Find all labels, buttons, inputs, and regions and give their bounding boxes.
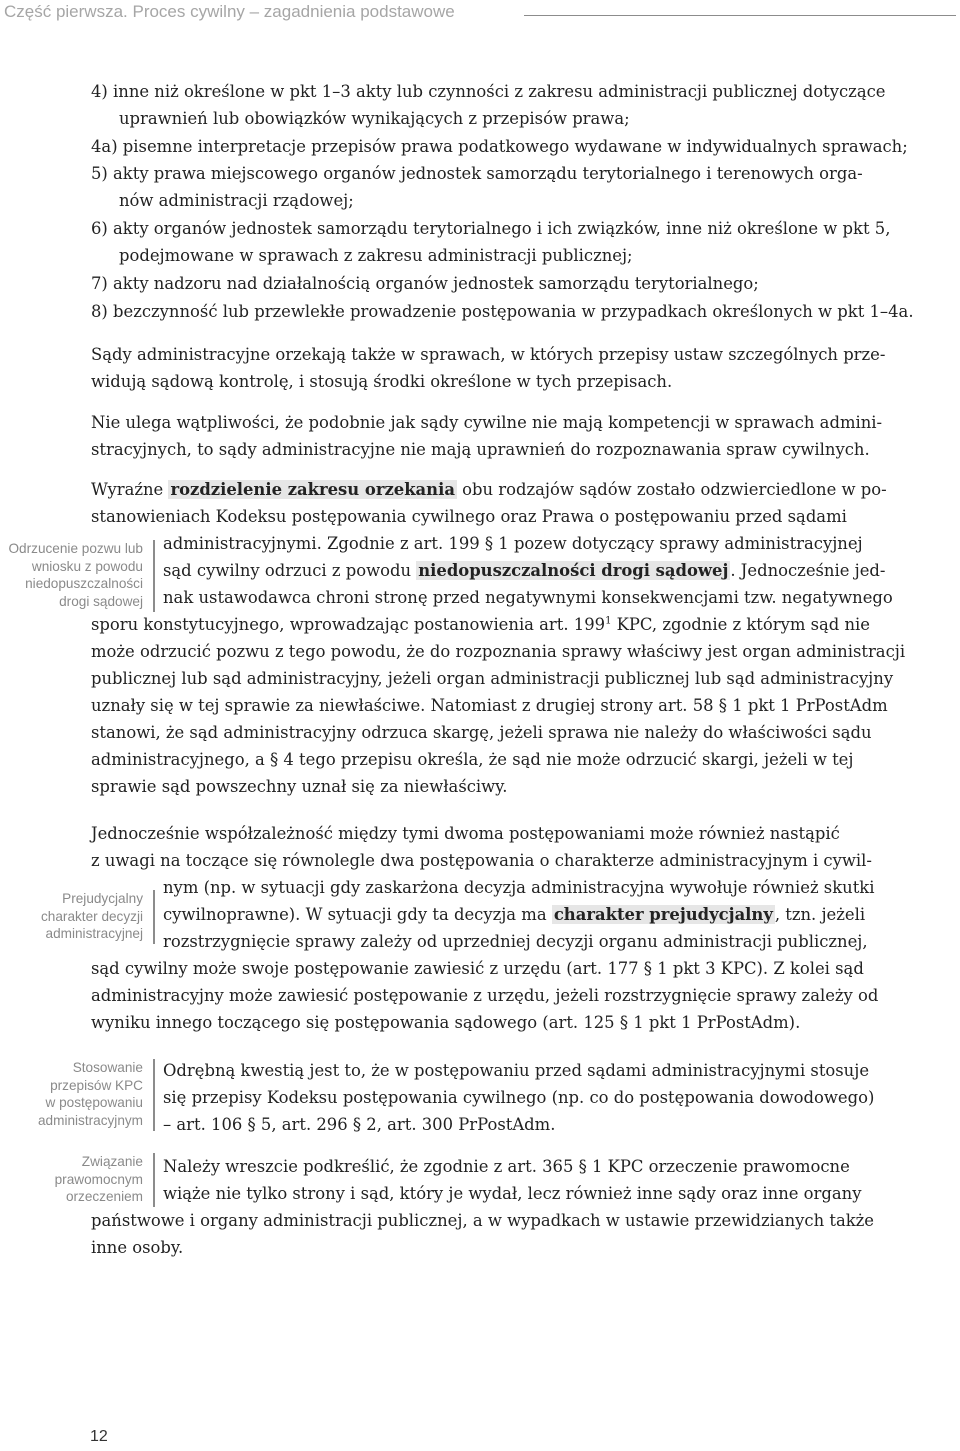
paragraph-2-line-1: Nie ulega wątpliwości, że podobnie jak sądy cywilne nie mają kompetencji w sprawach admini- — [91, 413, 883, 432]
paragraph-3 — [91, 476, 955, 800]
list-item-4a — [91, 133, 955, 160]
margin-note-3-bar — [153, 1059, 155, 1131]
header-rule — [524, 15, 956, 16]
paragraph-3-text: sporu konstytucyjnego, wprowadzając postanowienia art. 199 — [91, 615, 606, 634]
margin-note-line: orzeczeniem — [65, 1189, 143, 1204]
paragraph-4-line-4 — [91, 901, 955, 928]
paragraph-3-text: . Jednocześnie jed- — [730, 561, 886, 580]
paragraph-3-text: Wyraźne — [91, 480, 169, 499]
paragraph-5-line-1: Odrębną kwestią jest to, że w postępowaniu przed sądami administracyjnymi stosuje — [163, 1061, 870, 1080]
list-item-8 — [91, 298, 955, 325]
paragraph-3-line-12: sprawie sąd powszechny uznał się za niewłaściwy. — [91, 777, 508, 796]
paragraph-5-line-2: się przepisy Kodeksu postępowania cywilnego (np. co do postępowania dowodowego) — [163, 1088, 875, 1107]
paragraph-3-text: KPC, zgodnie z którym sąd nie — [611, 615, 870, 634]
paragraph-6-line-4: inne osoby. — [91, 1238, 184, 1257]
highlight-term: charakter prejudycjalny — [553, 905, 773, 924]
margin-note-line: administracyjnym — [38, 1112, 143, 1128]
paragraph-6-line-3: państwowe i organy administracji publicznej, a w wypadkach w ustawie przewidzianych także — [91, 1211, 874, 1230]
paragraph-4-line-5: rozstrzygnięcie sprawy zależy od uprzedniej decyzji organu administracji publicznej, — [163, 932, 868, 951]
paragraph-4 — [91, 820, 955, 1036]
paragraph-3-line-3: administracyjnymi. Zgodnie z art. 199 § 1 pozew dotyczący sprawy administracyjnej — [163, 534, 863, 553]
margin-note-line: w postępowaniu — [45, 1095, 143, 1110]
margin-note-line: przepisów KPC — [50, 1077, 143, 1093]
paragraph-6 — [91, 1153, 955, 1261]
list-item-4-line-2: uprawnień lub obowiązków wynikających z przepisów prawa; — [119, 109, 630, 128]
margin-note-2-bar — [153, 890, 155, 944]
paragraph-2-line-2: stracyjnych, to sądy administracyjne nie mają uprawnień do rozpoznawania spraw cywilnych. — [91, 440, 870, 459]
margin-note-4 — [0, 1153, 143, 1206]
margin-note-line: drogi sądowej — [59, 593, 143, 609]
running-header — [0, 0, 960, 30]
paragraph-1-line-2: widują sądową kontrolę, i stosują środki określone w tych przepisach. — [91, 372, 673, 391]
list-item-4a-line-1: 4a) pisemne interpretacje przepisów prawa podatkowego wydawane w indywidualnych sprawach; — [91, 137, 908, 156]
margin-note-line: wniosku z powodu — [31, 558, 143, 574]
paragraph-3-line-2: stanowieniach Kodeksu postępowania cywilnego oraz Prawa o postępowaniu przed sądami — [91, 507, 847, 526]
list-item-8-line-1: 8) bezczynność lub przewlekłe prowadzenie postępowania w przypadkach określonych w pkt 1–4a. — [91, 302, 914, 321]
paragraph-3-line-8: publicznej lub sąd administracyjny, jeżeli organ administracji publicznej lub sąd administracyjny — [91, 669, 894, 688]
list-item-5 — [91, 160, 955, 214]
paragraph-3-line-5: nak ustawodawca chroni stronę przed negatywnymi konsekwencjami tzw. negatywnego — [163, 588, 893, 607]
margin-note-line: Prejudycjalny — [62, 891, 143, 906]
paragraph-5-line-3: – art. 106 § 5, art. 296 § 2, art. 300 PrPostAdm. — [163, 1115, 556, 1134]
paragraph-1-line-1: Sądy administracyjne orzekają także w sprawach, w których przepisy ustaw szczególnych prze- — [91, 345, 886, 364]
margin-note-line: Odrzucenie pozwu lub — [8, 541, 143, 556]
paragraph-3-line-1 — [91, 476, 955, 503]
paragraph-2 — [91, 409, 955, 463]
list-item-4 — [91, 78, 955, 132]
paragraph-5 — [163, 1057, 955, 1138]
paragraph-3-line-11: administracyjnego, a § 4 tego przepisu określa, że sąd nie może odrzucić skargi, jeżeli w tej — [91, 750, 854, 769]
margin-note-3 — [0, 1059, 143, 1129]
paragraph-3-line-9: uznały się w tej sprawie za niewłaściwe. Natomiast z drugiej strony art. 58 § 1 pkt 1 PrPostAdm — [91, 696, 888, 715]
paragraph-6-line-1: Należy wreszcie podkreślić, że zgodnie z art. 365 § 1 KPC orzeczenie prawomocne — [163, 1157, 850, 1176]
paragraph-1 — [91, 341, 955, 395]
paragraph-3-line-4 — [91, 557, 955, 584]
margin-note-line: administracyjnej — [45, 926, 143, 941]
margin-note-4-bar — [153, 1153, 155, 1207]
margin-note-line: Stosowanie — [72, 1060, 143, 1075]
margin-note-line: Związanie — [81, 1154, 143, 1169]
margin-note-2 — [0, 890, 143, 943]
paragraph-4-line-7: administracyjny może zawiesić postępowanie z urzędu, jeżeli rozstrzygnięcie sprawy zależy od — [91, 986, 879, 1005]
margin-note-1-bar — [153, 540, 155, 612]
margin-note-1 — [0, 540, 143, 610]
list-item-6 — [91, 215, 955, 269]
list-item-4-line-1: 4) inne niż określone w pkt 1–3 akty lub czynności z zakresu administracji publicznej dotyczące — [91, 82, 886, 101]
paragraph-4-line-8: wyniku innego toczącego się postępowania sądowego (art. 125 § 1 pkt 1 PrPostAdm). — [91, 1013, 801, 1032]
page-number: 12 — [90, 1428, 108, 1445]
paragraph-4-line-2: z uwagi na toczące się równolegle dwa postępowania o charakterze administracyjnym i cywil- — [91, 851, 872, 870]
paragraph-3-line-7: może odrzucić pozwu z tego powodu, że do rozpoznania sprawy właściwy jest organ administracji — [91, 642, 906, 661]
margin-note-line: charakter decyzji — [41, 908, 143, 924]
paragraph-4-text: cywilnoprawne). W sytuacji gdy ta decyzja ma — [163, 905, 552, 924]
list-item-7 — [91, 270, 955, 297]
superscript: 1 — [605, 615, 612, 627]
paragraph-4-line-6: sąd cywilny może swoje postępowanie zawiesić z urzędu (art. 177 § 1 pkt 3 KPC). Z kolei sąd — [91, 959, 864, 978]
paragraph-3-line-6 — [91, 611, 955, 638]
paragraph-3-text: obu rodzajów sądów zostało odzwierciedlone w po- — [456, 480, 887, 499]
paragraph-3-line-10: stanowi, że sąd administracyjny odrzuca skargę, jeżeli sprawa nie należy do właściwości sądu — [91, 723, 872, 742]
paragraph-4-text: , tzn. jeżeli — [774, 905, 866, 924]
paragraph-4-line-1: Jednocześnie współzależność między tymi dwoma postępowaniami może również nastąpić — [91, 824, 840, 843]
list-item-5-line-2: nów administracji rządowej; — [119, 191, 354, 210]
paragraph-4-line-3: nym (np. w sytuacji gdy zaskarżona decyzja administracyjna wywołuje również skutki — [163, 878, 875, 897]
list-item-6-line-2: podejmowane w sprawach z zakresu administracji publicznej; — [119, 246, 633, 265]
margin-note-line: prawomocnym — [54, 1171, 143, 1187]
highlight-term: rozdzielenie zakresu orzekania — [170, 480, 455, 499]
list-item-7-line-1: 7) akty nadzoru nad działalnością organów jednostek samorządu terytorialnego; — [91, 274, 759, 293]
list-item-6-line-1: 6) akty organów jednostek samorządu terytorialnego i ich związków, inne niż określone w pkt 5, — [91, 219, 891, 238]
header-title: Część pierwsza. Proces cywilny – zagadnienia podstawowe — [4, 2, 455, 21]
paragraph-6-line-2: wiąże nie tylko strony i sąd, który je wydał, lecz również inne sądy oraz inne organy — [163, 1184, 862, 1203]
paragraph-3-text: sąd cywilny odrzuci z powodu — [163, 561, 417, 580]
margin-note-line: niedopuszczalności — [25, 576, 143, 591]
list-item-5-line-1: 5) akty prawa miejscowego organów jednostek samorządu terytorialnego i terenowych orga- — [91, 164, 863, 183]
highlight-term: niedopuszczalności drogi sądowej — [418, 561, 729, 580]
